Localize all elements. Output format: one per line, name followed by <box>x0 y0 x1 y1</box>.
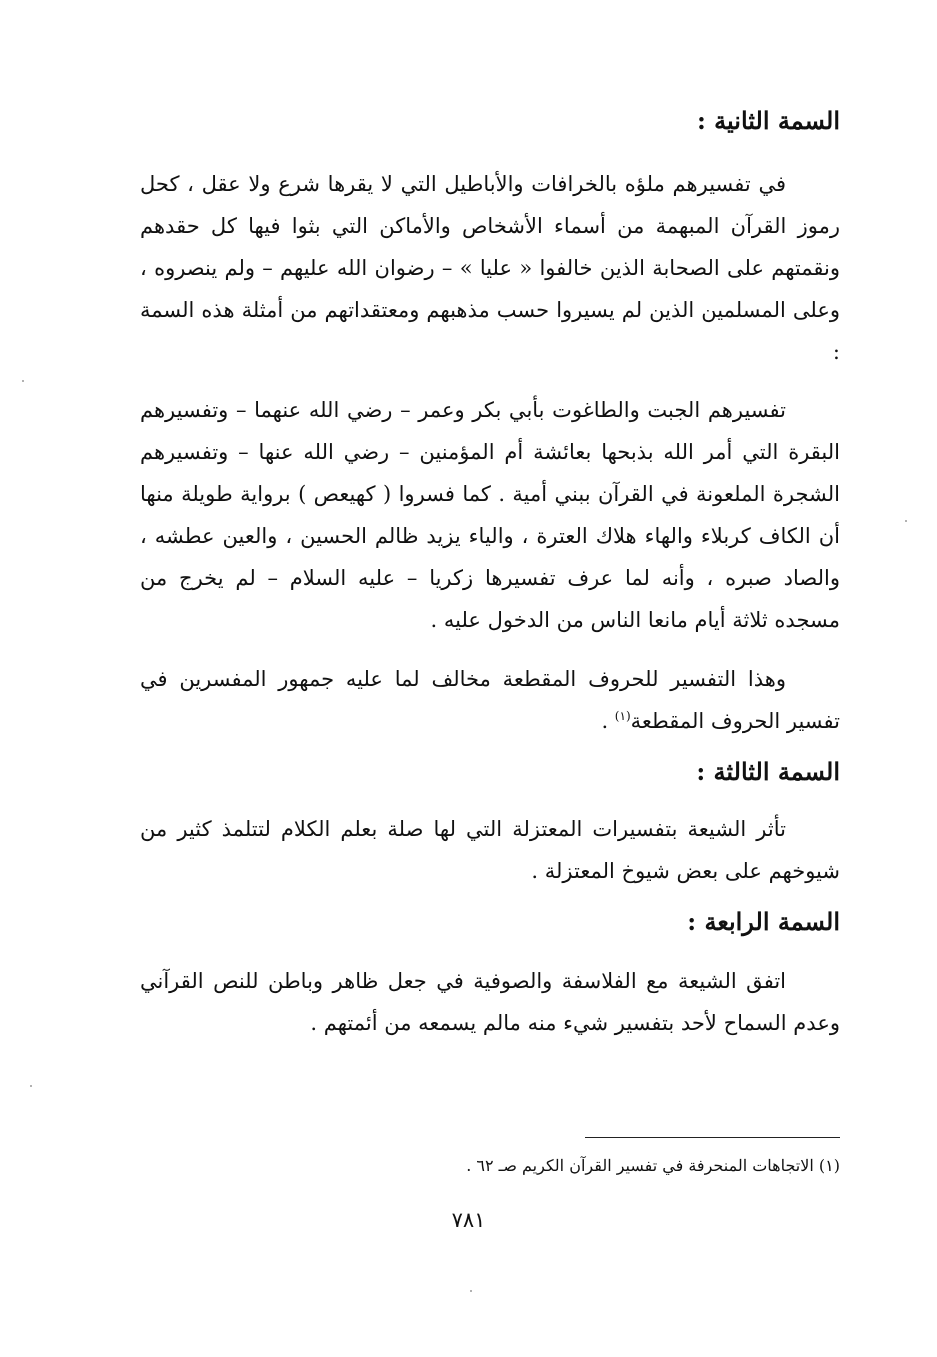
paragraph-text: في تفسيرهم ملؤه بالخرافات والأباطيل التي لا يقرها شرع ولا عقل ، كحل رموز القرآن المبهمة من أسماء الأشخاص والأماكن التي بثوا فيها كل حقدهم ونقمتهم على الصحابة الذين خالفوا « عليا » – رضوان الله عليهم – ولم ينصروه ، وعلى المسلمين الذين لم يسيروا حسب مذهبهم ومعتقداتهم من أمثلة هذه السمة : <box>140 172 840 364</box>
heading-fourth-trait: السمة الرابعة : <box>687 907 840 936</box>
footnote-divider <box>585 1137 840 1138</box>
footnote-reference: (١) <box>614 709 631 723</box>
paragraph-text: تفسيرهم الجبت والطاغوت بأبي بكر وعمر – رضي الله عنهما – وتفسيرهم البقرة التي أمر الله بذبحها بعائشة أم المؤمنين – رضي الله عنها – وتفسيرهم الشجرة الملعونة في القرآن ببني أمية . كما فسروا ( كهيعص ) برواية طويلة منها أن الكاف كربلاء والهاء هلاك العترة ، والياء يزيد ظالم الحسين ، والعين عطشه ، والصاد صبره ، وأنه لما عرف تفسيرها زكريا – عليه السلام – لم يخرج من مسجده ثلاثة أيام مانعا الناس من الدخول عليه . <box>140 398 840 632</box>
heading-second-trait: السمة الثانية : <box>696 106 840 135</box>
paragraph-text: اتفق الشيعة مع الفلاسفة والصوفية في جعل ظاهر وباطن للنص القرآني وعدم السماح لأحد بتفسير شيء منه مالم يسمعه من أئمتهم . <box>140 969 840 1035</box>
scan-speck <box>470 1290 472 1292</box>
paragraph-text <box>140 658 840 742</box>
scan-speck <box>30 1085 32 1087</box>
heading-third-trait: السمة الثالثة : <box>696 757 840 786</box>
scan-speck <box>22 380 24 382</box>
paragraph-letters-note <box>140 658 840 742</box>
paragraph-text: تأثر الشيعة بتفسيرات المعتزلة التي لها صلة بعلم الكلام لتتلمذ كثير من شيوخهم على بعض شيوخ المعتزلة . <box>140 817 840 883</box>
paragraph-third-trait <box>140 808 840 892</box>
paragraph-end-mark: . <box>601 709 615 733</box>
paragraph-second-trait <box>140 163 840 373</box>
footnote: (١) الاتجاهات المنحرفة في تفسير القرآن الكريم صـ ٦٢ . <box>466 1156 840 1175</box>
paragraph-examples <box>140 389 840 641</box>
scan-speck <box>905 520 907 522</box>
paragraph-main-text: وهذا التفسير للحروف المقطعة مخالف لما عليه جمهور المفسرين في تفسير الحروف المقطعة <box>140 667 840 733</box>
paragraph-fourth-trait <box>140 960 840 1044</box>
page-number: ٧٨١ <box>451 1208 486 1232</box>
